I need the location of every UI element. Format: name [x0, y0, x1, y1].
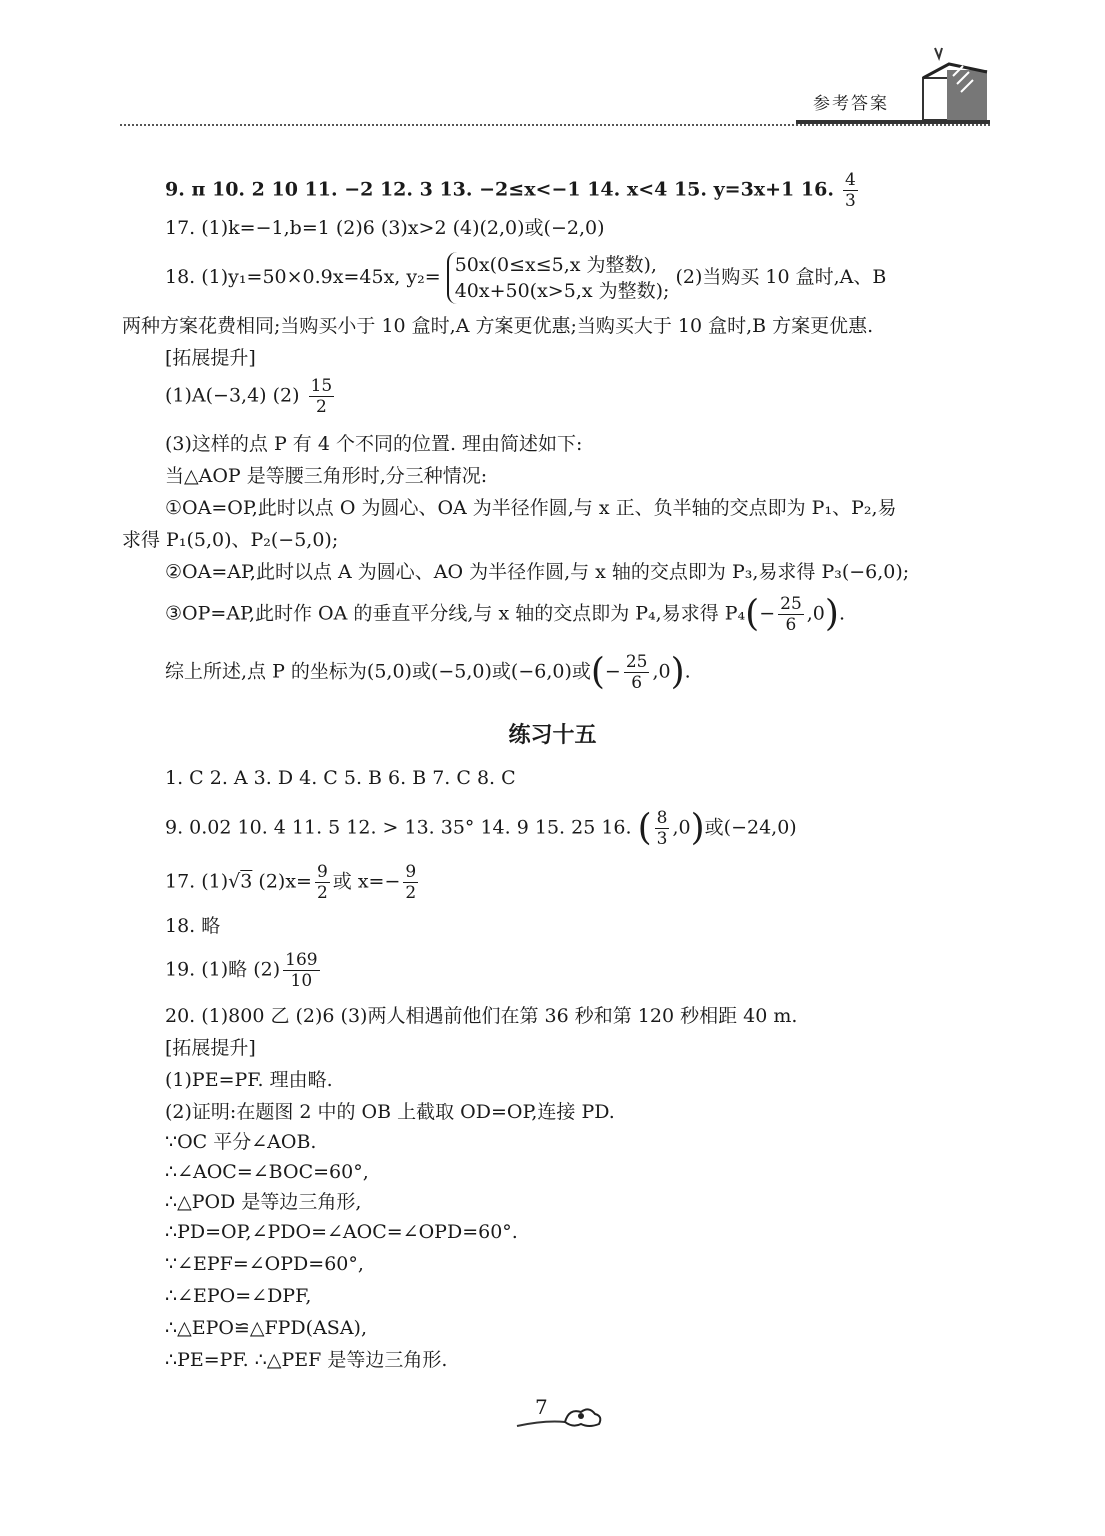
s15-answer-19: 19. (1)略 (2) $\frac{169}{10}$ [165, 950, 318, 991]
header-dotted-rule [120, 124, 990, 126]
proof-line-3: ∵OC 平分∠AOB. [165, 1131, 317, 1153]
case-3: ③OP=AP,此时作 OA 的垂直平分线,与 x 轴的交点即为 P₄,易求得 P₄(− $\frac{25}{6}$ ,0). [165, 593, 845, 635]
fraction-4-3: $\frac{4}{3}$ [844, 170, 856, 211]
proof-line-2: (2)证明:在题图 2 中的 OB 上截取 OD=OP,连接 PD. [165, 1101, 615, 1123]
proof-line-7: ∵∠EPF=∠OPD=60°, [165, 1253, 364, 1275]
proof-line-5: ∴△POD 是等边三角形, [165, 1191, 362, 1213]
proof-line-6: ∴PD=OP,∠PDO=∠AOC=∠OPD=60°. [165, 1221, 518, 1243]
proof-line-8: ∴∠EPO=∠DPF, [165, 1285, 312, 1307]
s15-extension-heading: [拓展提升] [165, 1037, 256, 1059]
page-cloud-decoration-icon [515, 1400, 605, 1430]
proof-line-4: ∴∠AOC=∠BOC=60°, [165, 1161, 369, 1183]
proof-line-1: (1)PE=PF. 理由略. [165, 1069, 333, 1091]
header-label: 参考答案 [813, 94, 889, 114]
fraction-15-2: $\frac{15}{2}$ [310, 376, 333, 417]
fraction-9-2-b: $\frac{9}{2}$ [405, 862, 417, 903]
answer-line-18: 18. (1)y₁=50×0.9x=45x, y₂= 50x(0≤x≤5,x 为整数), 40x+50(x>5,x 为整数); (2)当购买 10 盒时,A、B [165, 254, 887, 302]
s15-answers-9-16: 9. 0.02 10. 4 11. 5 12. > 13. 35° 14. 9 15. 25 16. ( $\frac{8}{3}$ ,0)或(−24,0) [165, 807, 797, 849]
s15-answer-18: 18. 略 [165, 915, 221, 937]
page-number: 7 [535, 1395, 548, 1419]
fraction-25-6: $\frac{25}{6}$ [780, 594, 802, 635]
answer-line-18-cont: 两种方案花费相同;当购买小于 10 盒时,A 方案更优惠;当购买大于 10 盒时,B 方案更优惠. [122, 315, 874, 337]
answer-text: 9. π 10. 2 10 11. −2 12. 3 13. −2≤x<−1 14. x<4 15. y=3x+1 16. [165, 178, 834, 201]
case-1: ①OA=OP,此时以点 O 为圆心、OA 为半径作圆,与 x 正、负半轴的交点即为 P₁、P₂,易 [165, 497, 897, 519]
piecewise-function: 50x(0≤x≤5,x 为整数), 40x+50(x>5,x 为整数); [447, 252, 670, 304]
s15-answer-17: 17. (1)√3 (2)x= $\frac{9}{2}$ 或 x=− $\frac{9}{2}$ [165, 862, 417, 903]
summary: 综上所述,点 P 的坐标为(5,0)或(−5,0)或(−6,0)或(− $\frac{25}{6}$ ,0). [165, 651, 691, 693]
fraction-169-10: $\frac{169}{10}$ [285, 950, 318, 991]
proof-line-10: ∴PE=PF. ∴△PEF 是等边三角形. [165, 1349, 448, 1371]
case-intro: 当△AOP 是等腰三角形时,分三种情况: [165, 465, 488, 487]
extension-answer-3: (3)这样的点 P 有 4 个不同的位置. 理由简述如下: [165, 433, 583, 455]
sqrt-3: 3 [240, 870, 253, 893]
header-house-decoration-icon [905, 40, 990, 122]
fraction-9-2: $\frac{9}{2}$ [316, 862, 328, 903]
answer-line-17: 17. (1)k=−1,b=1 (2)6 (3)x>2 (4)(2,0)或(−2,0) [165, 217, 605, 239]
fraction-25-6-b: $\frac{25}{6}$ [625, 652, 648, 693]
case-2: ②OA=AP,此时以点 A 为圆心、AO 为半径作圆,与 x 轴的交点即为 P₃,易求得 P₃(−6,0); [165, 561, 910, 583]
s15-answer-20: 20. (1)800 乙 (2)6 (3)两人相遇前他们在第 36 秒和第 120 秒相距 40 m. [165, 1005, 798, 1027]
answer-line-9-16 [165, 170, 861, 211]
extension-answer-1-2: (1)A(−3,4) (2) $\frac{15}{2}$ [165, 376, 333, 417]
extension-heading: [拓展提升] [165, 347, 256, 369]
case-1-cont: 求得 P₁(5,0)、P₂(−5,0); [122, 529, 339, 551]
section-title: 练习十五 [508, 723, 597, 748]
fraction-8-3: $\frac{8}{3}$ [656, 808, 668, 849]
s15-answers-1-8: 1. C 2. A 3. D 4. C 5. B 6. B 7. C 8. C [165, 767, 516, 789]
proof-line-9: ∴△EPO≌△FPD(ASA), [165, 1317, 367, 1339]
